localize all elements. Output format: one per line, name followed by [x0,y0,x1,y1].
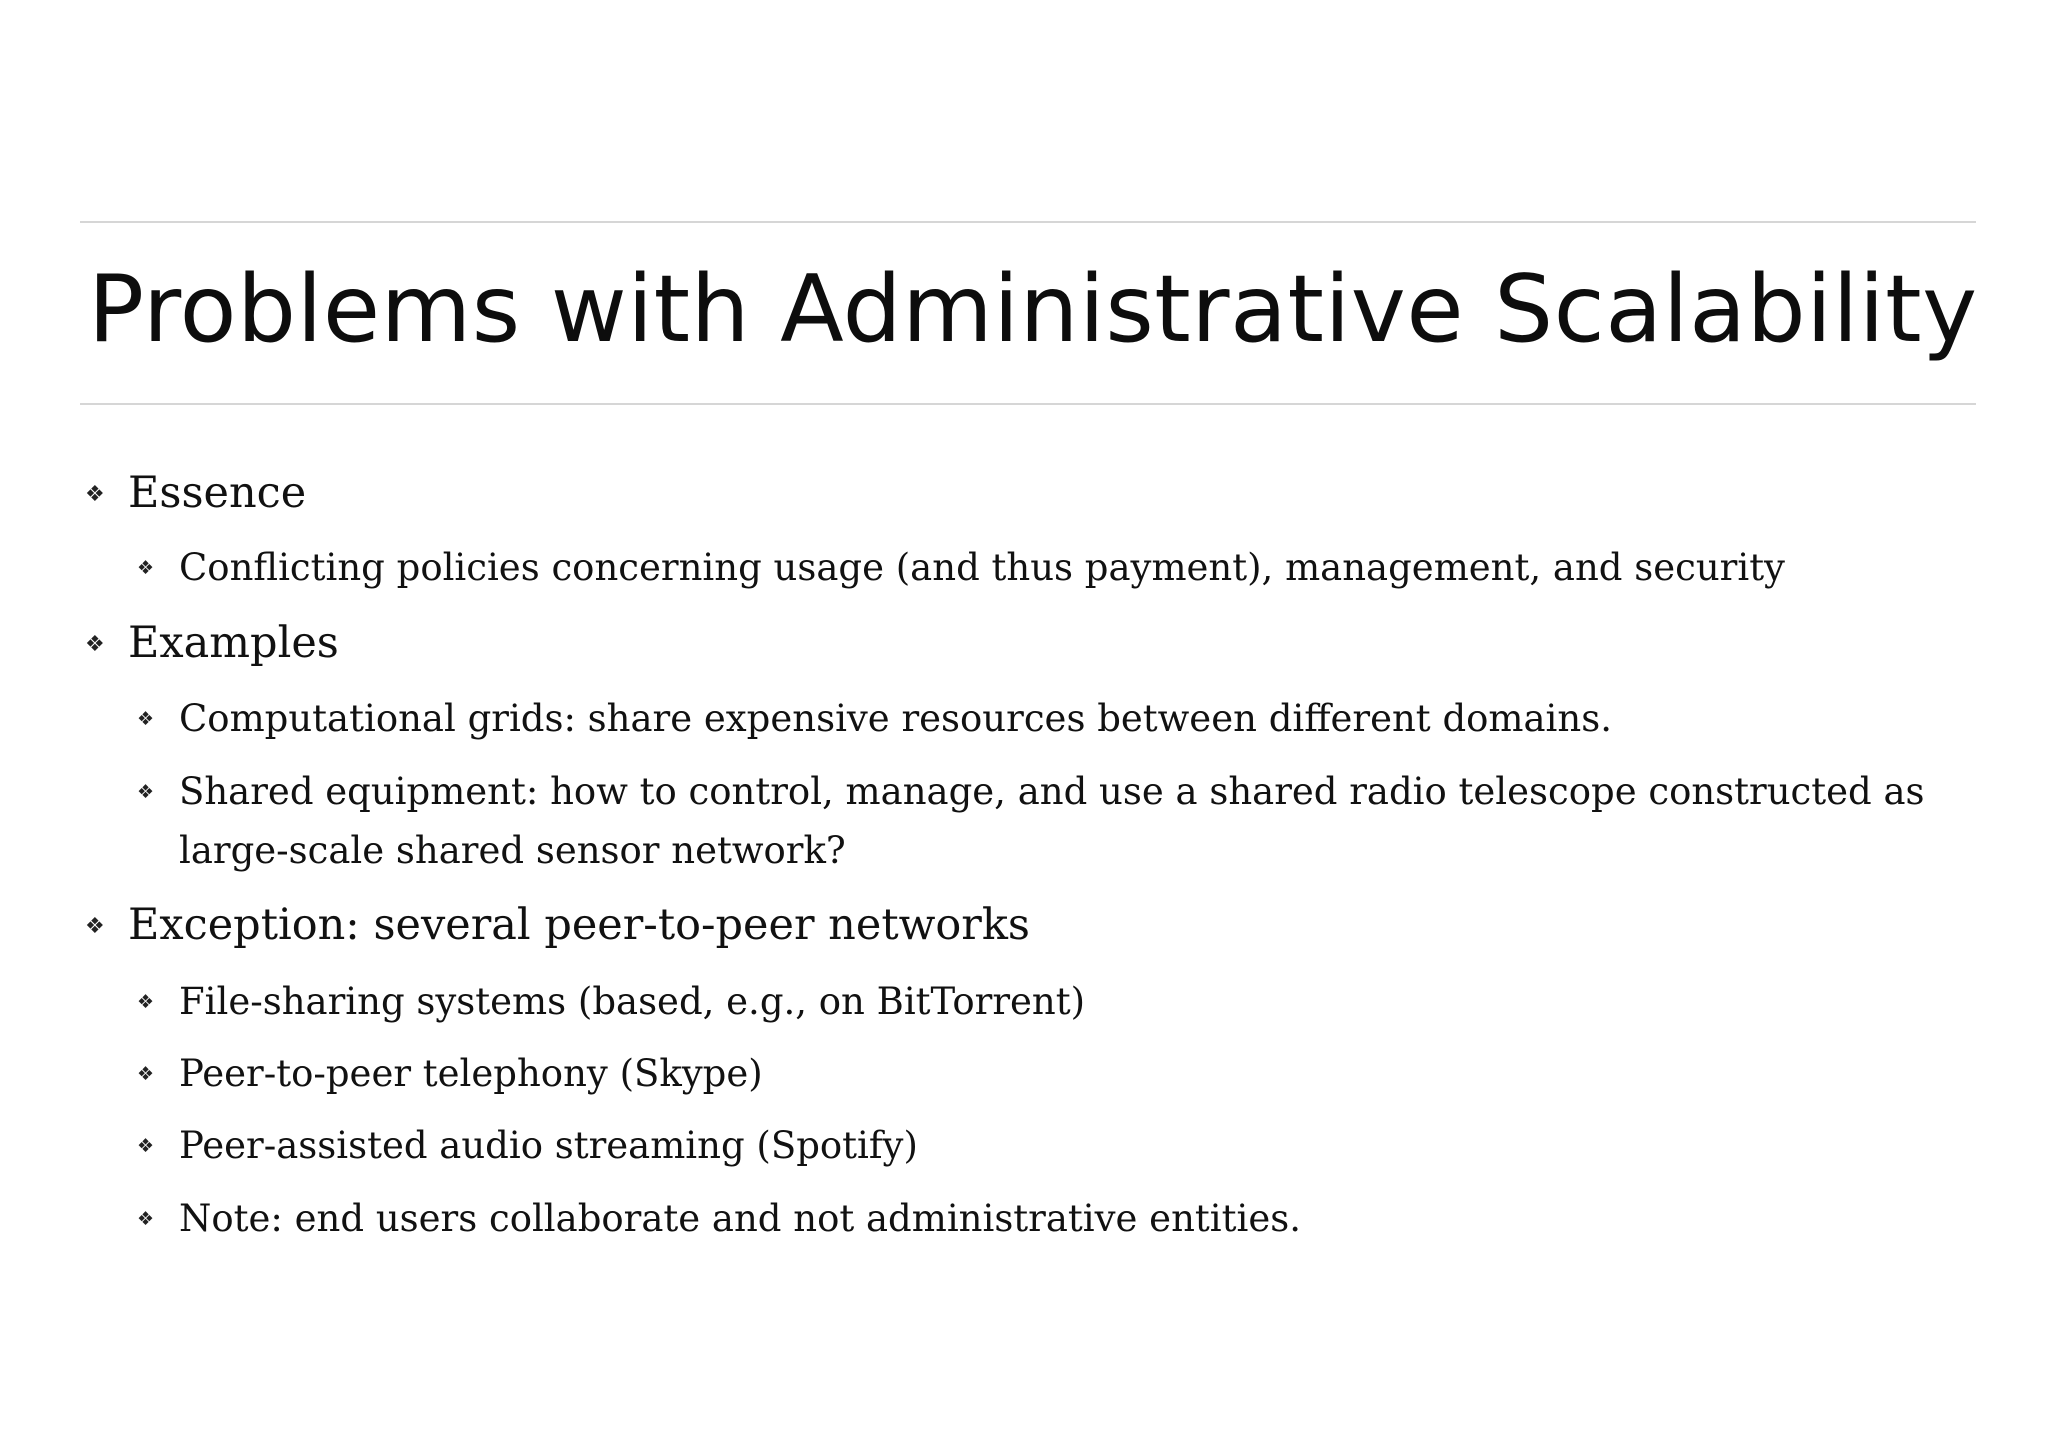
sub-bullet-text: Note: end users collaborate and not administrative entities. [179,1197,1301,1240]
diamond-bullet-icon: ❖ [137,991,155,1013]
slide-title: Problems with Administrative Scalability [88,255,1978,363]
sub-bullet-telephony [137,1044,763,1103]
sub-bullet-computational-grids [137,689,1612,748]
bullet-text: Essence [128,468,307,518]
bullet-text: Exception: several peer-to-peer networks [128,900,1030,950]
sub-bullet-note [137,1189,1301,1248]
diamond-bullet-icon: ❖ [137,1063,155,1085]
sub-bullet-file-sharing [137,972,1086,1031]
diamond-bullet-icon: ❖ [85,632,105,657]
sub-bullet-text: Computational grids: share expensive resources between different domains. [179,697,1612,740]
diamond-bullet-icon: ❖ [85,482,105,507]
bullet-essence [85,465,307,521]
bullet-exception [85,897,1030,953]
sub-bullet-text: File-sharing systems (based, e.g., on BitTorrent) [179,980,1086,1023]
sub-bullet-shared-equipment [137,762,1925,821]
sub-bullet-text: Conflicting policies concerning usage (and thus payment), management, and security [179,546,1785,589]
sub-bullet-text: large-scale shared sensor network? [179,829,846,872]
sub-bullet-text: Shared equipment: how to control, manage, and use a shared radio telescope constructed as [179,770,1925,813]
bullet-examples [85,615,339,671]
diamond-bullet-icon: ❖ [137,708,155,730]
diamond-bullet-icon: ❖ [137,1208,155,1230]
diamond-bullet-icon: ❖ [85,914,105,939]
sub-bullet-shared-equipment-continued [179,821,846,880]
sub-bullet-text: Peer-assisted audio streaming (Spotify) [179,1124,918,1167]
sub-bullet-audio-streaming [137,1116,918,1175]
sub-bullet-text: Peer-to-peer telephony (Skype) [179,1052,763,1095]
diamond-bullet-icon: ❖ [137,557,155,579]
diamond-bullet-icon: ❖ [137,781,155,803]
bullet-text: Examples [128,618,339,668]
diamond-bullet-icon: ❖ [137,1135,155,1157]
sub-bullet-conflicting-policies [137,538,1785,597]
